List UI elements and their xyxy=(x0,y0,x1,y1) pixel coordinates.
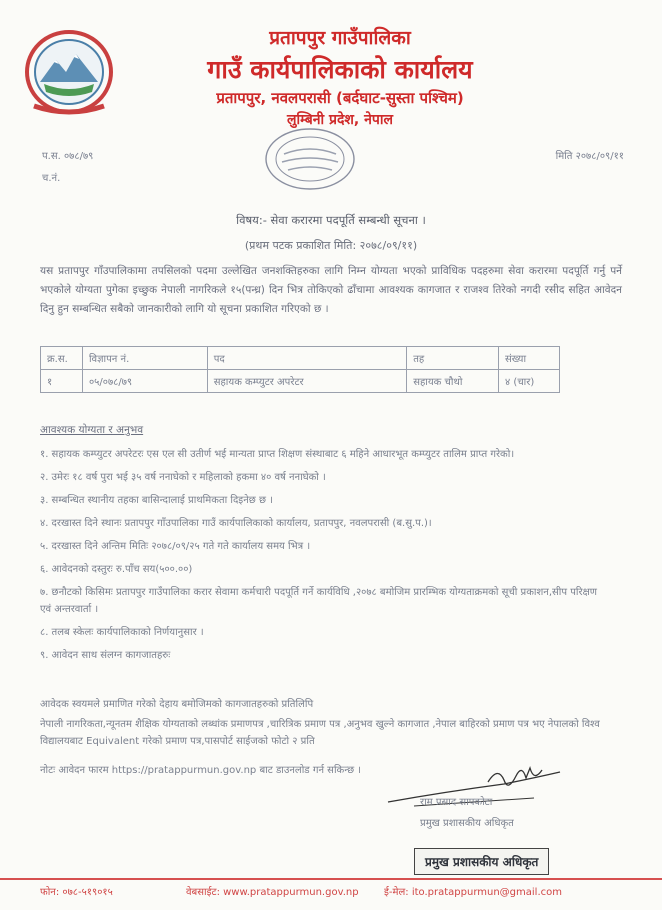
table-row xyxy=(41,370,560,393)
list-item: ३. सम्बन्धित स्थानीय तहका बासिन्दालाई प्राथमिकता दिइनेछ छ । xyxy=(40,495,273,506)
footer-phone: फोन: ०७८-५१९०१५ xyxy=(40,887,113,898)
province-name: लुम्बिनी प्रदेश, नेपाल xyxy=(287,112,393,128)
qualifications-heading: आवश्यक योग्यता र अनुभव xyxy=(40,424,144,436)
nepal-emblem-icon xyxy=(14,22,124,118)
documents-list: नेपाली नागरिकता,न्यूनतम शैक्षिक योग्यताको लब्धांक प्रमाणपत्र ,चारित्रिक प्रमाण पत्र ,अनुभव खुल्ने कागजात ,नेपाल बाहिरको प्रमाण पत्र भए नेपालको विश्व विद्यालयबाट Equivalent गरेको प्रमाण पत्र,पासपोर्ट साईजको फोटो २ प्रति xyxy=(40,719,600,747)
column-header: विज्ञापन नं. xyxy=(82,347,207,370)
notice-subject: विषय:- सेवा करारमा पदपूर्ति सम्बन्धी सूचना । xyxy=(236,213,426,227)
column-header: क्र.स. xyxy=(41,347,83,370)
table-header-row xyxy=(41,347,560,370)
vacancy-table xyxy=(40,346,560,393)
table-cell: १ xyxy=(41,370,83,393)
column-header: संख्या xyxy=(499,347,560,370)
signatory-title: प्रमुख प्रशासकीय अधिकृत xyxy=(420,818,514,829)
notice-date: मिति २०७८/०९/११ xyxy=(555,151,624,162)
intro-paragraph: यस प्रतापपुर गाँउपालिकामा तपसिलको पदमा उल्लेखित जनशक्तिहरुका लागि निम्न योग्यता भएको प्राविधिक पदहरुमा सेवा करारमा पदपूर्ति गर्नु पर्ने भएकोले योग्यता पुगेका इच्छुक नेपाली नागरिकले १५(पन्ध्र) दिन भित्र तोकिएको ढाँचामा आवश्यक कागजात र राजश्व तिरेको नगदी रसीद सहित आवेदन दिनु हुन सम्बन्धित सबैको जानकारीको लागि यो सूचना प्रकाशित गरिएको छ । xyxy=(40,265,622,315)
list-item: ६. आवेदनको दस्तुरः रु.पाँच सय(५००.००) xyxy=(40,564,193,575)
table-cell: सहायक चौथो xyxy=(407,370,499,393)
list-item: ८. तलब स्केलः कार्यपालिकाको निर्णयानुसार । xyxy=(40,627,204,638)
footer-email: ई-मेल: ito.pratappurmun@gmail.com xyxy=(384,887,562,898)
reference-number: प.स. ०७८/७९ xyxy=(42,151,94,162)
office-address: प्रतापपुर, नवलपरासी (बर्दघाट-सुस्ता पश्चिम) xyxy=(216,89,464,107)
list-item: १. सहायक कम्प्युटर अपरेटरः एस एल सी उतीर्ण भई मान्यता प्राप्त शिक्षण संस्थाबाट ६ महिने आधारभूत कम्प्युटर तालिम प्राप्त गरेको। xyxy=(40,449,515,460)
signatory-name: राम प्रसाद सापकोटा xyxy=(420,797,493,808)
table-cell: ४ (चार) xyxy=(499,370,560,393)
list-item: ९. आवेदन साथ संलग्न कागजातहरुः xyxy=(40,650,171,661)
documents-intro: आवेदक स्वयमले प्रमाणित गरेको देहाय बमोजिमको कागजातहरुको प्रतिलिपि xyxy=(40,699,314,710)
download-note: नोटः आवेदन फारम https://pratappurmun.gov.np बाट डाउनलोड गर्न सकिन्छ । xyxy=(40,765,362,776)
list-item: ५. दरखास्त दिने अन्तिम मितिः २०७८/०९/२५ गते गते कार्यालय समय भित्र । xyxy=(40,541,311,552)
publication-date: (प्रथम पटक प्रकाशित मिति: २०७८/०९/११) xyxy=(244,239,418,252)
column-header: तह xyxy=(407,347,499,370)
list-item: ४. दरखास्त दिने स्थानः प्रतापपुर गाँउपालिका गाउँ कार्यपालिकाको कार्यालय, प्रतापपुर, नवलपरासी (ब.सु.प.)। xyxy=(40,518,432,529)
designation-stamp: प्रमुख प्रशासकीय अधिकृत xyxy=(414,848,549,875)
dispatch-number: च.नं. xyxy=(42,173,61,184)
table-cell: ०५/०७८/७९ xyxy=(82,370,207,393)
requirements-list xyxy=(40,446,600,670)
table-cell: सहायक कम्प्युटर अपरेटर xyxy=(207,370,406,393)
municipality-name: प्रतापपुर गाउँपालिका xyxy=(269,27,411,49)
list-item: ७. छनौटको किसिमः प्रतापपुर गाउँपालिका करार सेवामा कर्मचारी पदपूर्ति गर्ने कार्यविधि ,२०७८ बमोजिम प्रारम्भिक योग्यताक्रमको सूची प्रकाशन,सीप परिक्षण एवं अन्तरवार्ता । xyxy=(40,587,597,615)
list-item: २. उमेरः १८ वर्ष पुरा भई ३५ वर्ष ननाघेको र महिलाको हकमा ४० वर्ष ननाघेको । xyxy=(40,472,326,483)
office-seal-icon xyxy=(262,124,358,194)
column-header: पद xyxy=(207,347,406,370)
office-name: गाउँ कार्यपालिकाको कार्यालय xyxy=(207,55,473,84)
footer-website: वेबसाईट: www.pratappurmun.gov.np xyxy=(186,887,359,898)
